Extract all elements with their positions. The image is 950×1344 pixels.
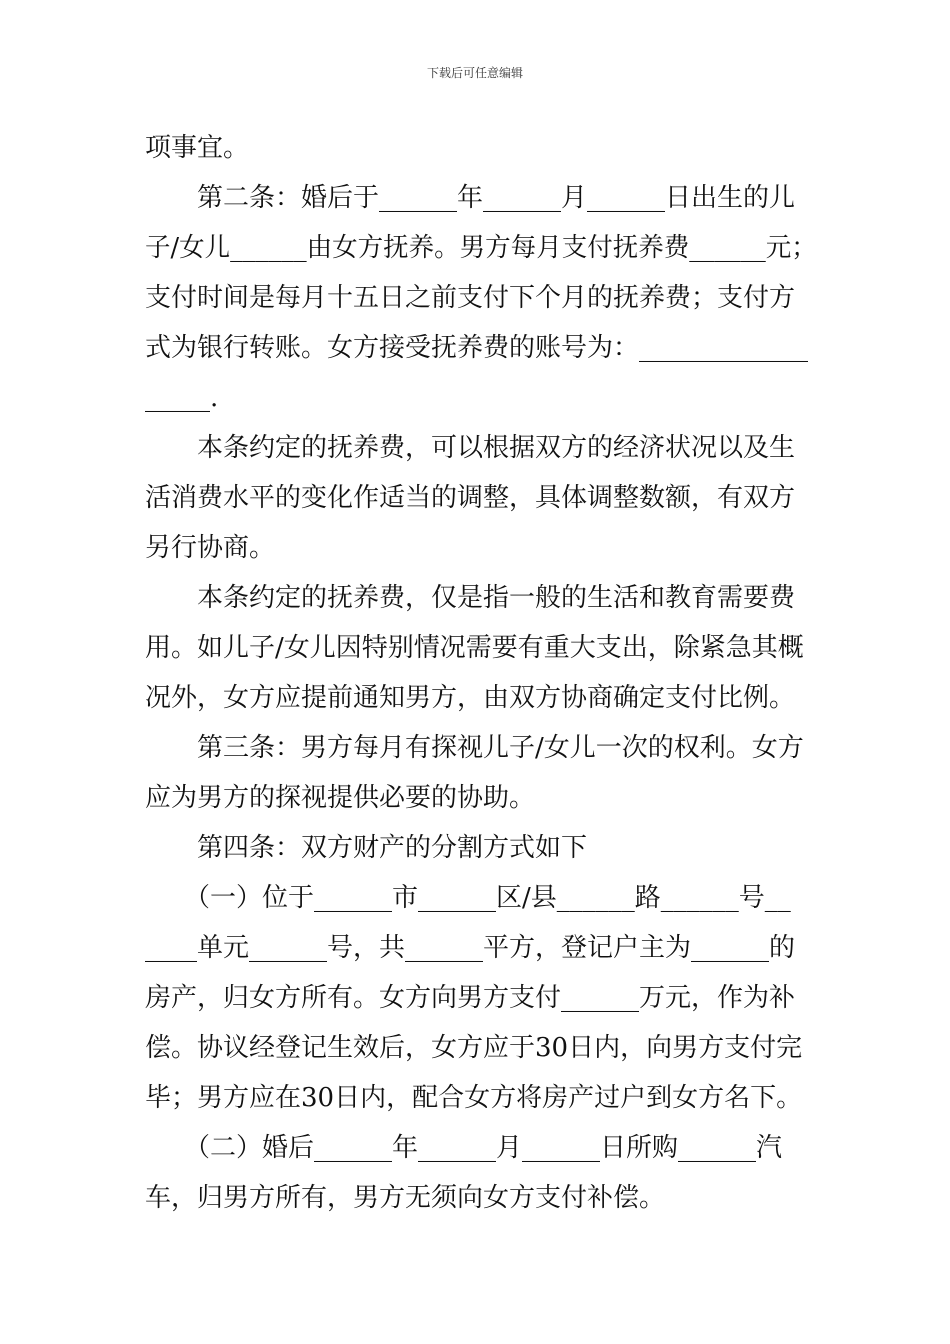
body-line-21: （二）婚后______年______月______日所购______汽: [145, 1133, 783, 1163]
body-line-15: 第四条：双方财产的分割方式如下: [145, 833, 588, 863]
body-line-22: 车，归男方所有，男方无须向女方支付补偿。: [145, 1183, 666, 1213]
body-line-7: 本条约定的抚养费，可以根据双方的经济状况以及生: [145, 433, 796, 463]
body-line-10: 本条约定的抚养费，仅是指一般的生活和教育需要费: [145, 583, 796, 613]
body-line-6: _____.: [145, 383, 219, 413]
body-line-4: 支付时间是每月十五日之前支付下个月的抚养费；支付方: [145, 283, 796, 313]
body-line-2: 第二条：婚后于______年______月______日出生的儿: [145, 183, 796, 213]
body-line-20: 毕；男方应在30日内，配合女方将房产过户到女方名下。: [145, 1083, 803, 1113]
body-line-13: 第三条：男方每月有探视儿子/女儿一次的权利。女方: [145, 733, 804, 763]
body-line-1: 项事宜。: [145, 133, 250, 163]
body-line-5: 式为银行转账。女方接受抚养费的账号为：_____________: [145, 333, 809, 363]
body-line-17: ____单元______号，共______平方，登记户主为______的: [145, 933, 796, 963]
body-line-16: （一）位于______市______区/县______路______号__: [145, 883, 791, 913]
body-line-19: 偿。协议经登记生效后，女方应于30日内，向男方支付完: [145, 1033, 803, 1063]
body-line-18: 房产，归女方所有。女方向男方支付______万元，作为补: [145, 983, 796, 1013]
body-line-3: 子/女儿______由女方抚养。男方每月支付抚养费______元；: [145, 233, 817, 263]
body-line-14: 应为男方的探视提供必要的协助。: [145, 783, 536, 813]
body-line-12: 况外，女方应提前通知男方，由双方协商确定支付比例。: [145, 683, 796, 713]
body-line-8: 活消费水平的变化作适当的调整，具体调整数额，有双方: [145, 483, 796, 513]
body-line-11: 用。如儿子/女儿因特别情况需要有重大支出，除紧急其概: [145, 633, 804, 663]
page-header: 下载后可任意编辑: [426, 66, 523, 80]
body-line-9: 另行协商。: [145, 533, 276, 563]
